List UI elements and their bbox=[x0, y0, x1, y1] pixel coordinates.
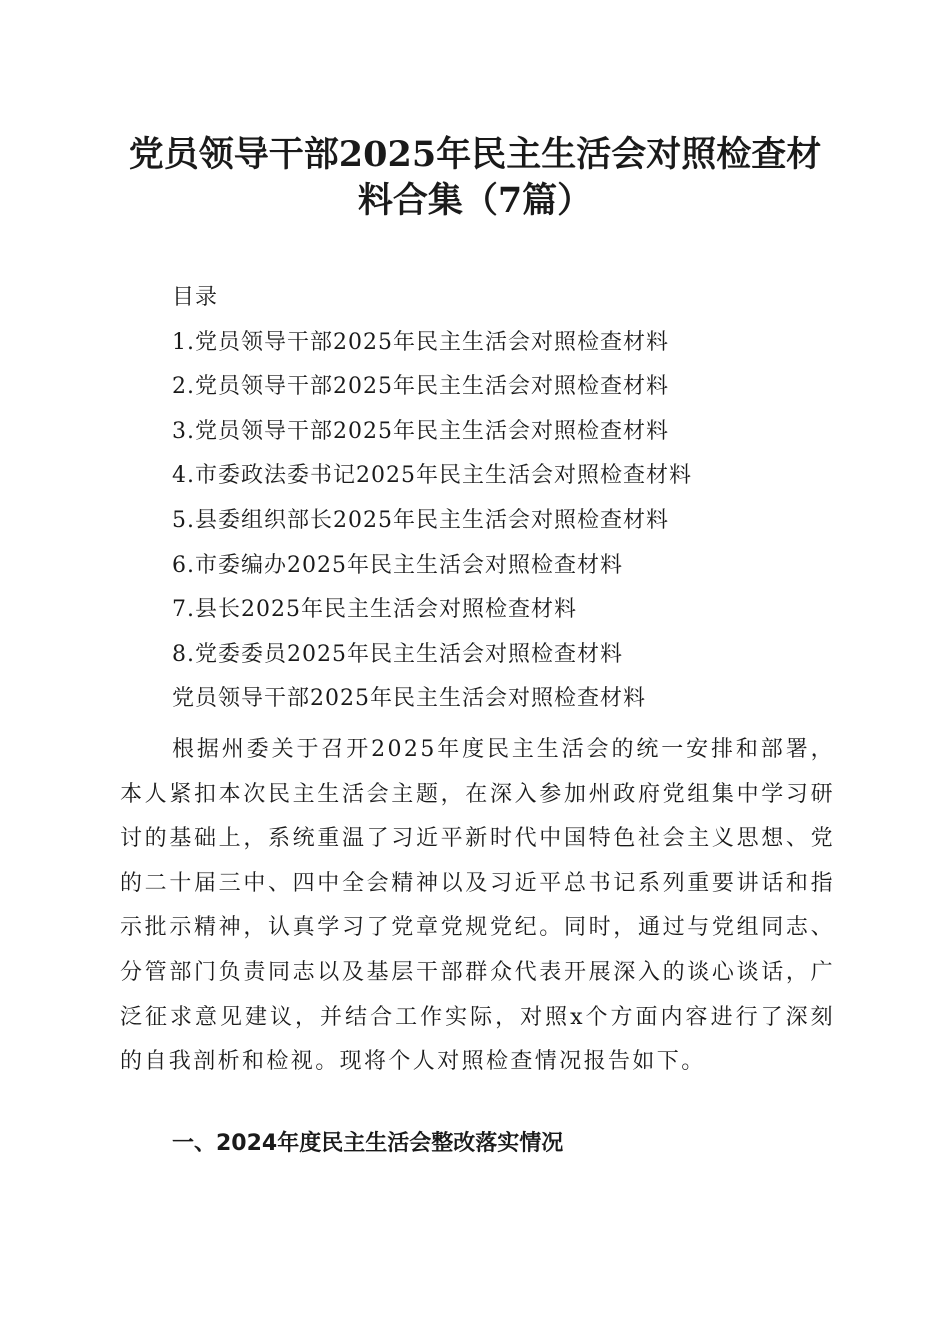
toc-item-8: 8.党委委员2025年民主生活会对照检查材料 bbox=[172, 641, 623, 667]
section-heading-1: 一、2024年度民主生活会整改落实情况 bbox=[172, 1131, 564, 1156]
toc-item-5: 5.县委组织部长2025年民主生活会对照检查材料 bbox=[172, 507, 669, 533]
article-body bbox=[120, 728, 835, 1085]
toc-item-4: 4.市委政法委书记2025年民主生活会对照检查材料 bbox=[172, 463, 692, 489]
toc-item-7: 7.县长2025年民主生活会对照检查材料 bbox=[172, 597, 577, 623]
title-line-2: 料合集（7篇） bbox=[357, 180, 593, 221]
toc-item-6: 6.市委编办2025年民主生活会对照检查材料 bbox=[172, 552, 623, 578]
intro-paragraph: 根据州委关于召开2025年度民主生活会的统一安排和部署，本人紧扣本次民主生活会主题，在深入参加州政府党组集中学习研讨的基础上，系统重温了习近平新时代中国特色社会主义思想、党的二十届三中、四中全会精神以及习近平总书记系列重要讲话和指示批示精神，认真学习了党章党规党纪。同时，通过与党组同志、分管部门负责同志以及基层干部群众代表开展深入的谈心谈话，广泛征求意见建议，并结合工作实际，对照x个方面内容进行了深刻的自我剖析和检视。现将个人对照检查情况报告如下。 bbox=[120, 737, 835, 1075]
toc-heading: 目录 bbox=[172, 285, 219, 310]
document-title bbox=[110, 132, 840, 224]
table-of-contents bbox=[172, 276, 852, 722]
title-line-1: 党员领导干部2025年民主生活会对照检查材 bbox=[128, 134, 822, 175]
toc-item-2: 2.党员领导干部2025年民主生活会对照检查材料 bbox=[172, 374, 669, 400]
article-title: 党员领导干部2025年民主生活会对照检查材料 bbox=[172, 686, 646, 712]
toc-item-3: 3.党员领导干部2025年民主生活会对照检查材料 bbox=[172, 418, 669, 444]
toc-item-1: 1.党员领导干部2025年民主生活会对照检查材料 bbox=[172, 329, 669, 355]
